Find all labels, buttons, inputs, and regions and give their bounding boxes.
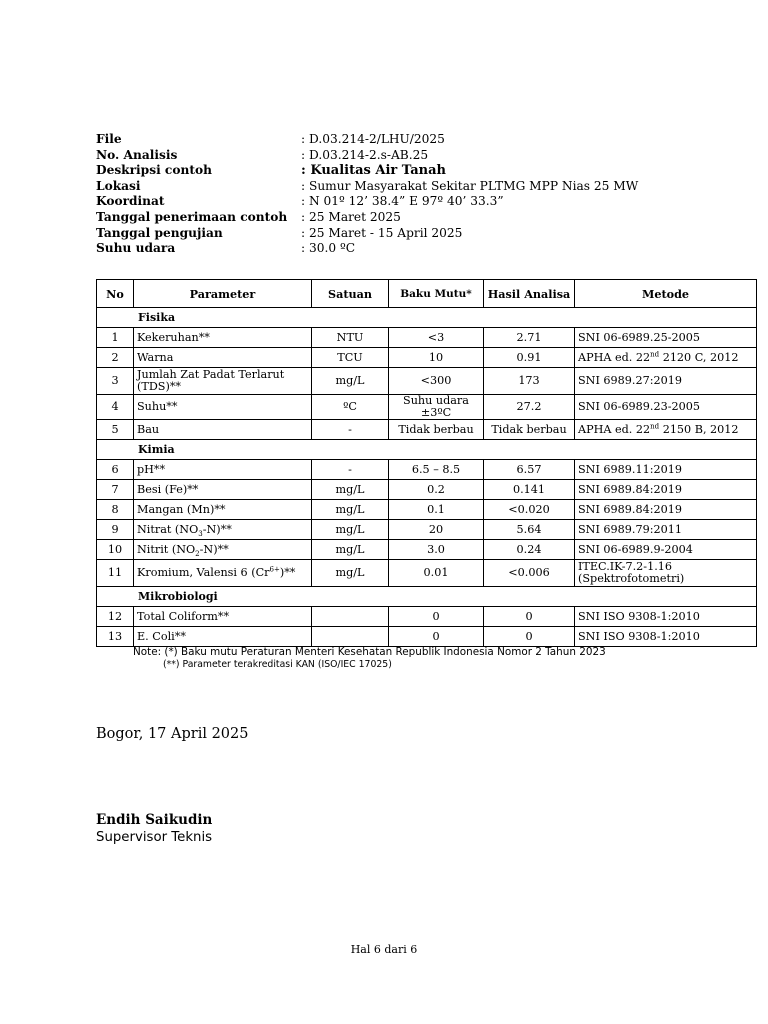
parameter-text: Nitrat (NO — [137, 522, 199, 536]
report-header — [96, 132, 638, 257]
header-row-file — [96, 132, 638, 148]
cell-no: 4 — [97, 395, 134, 420]
table-row — [97, 607, 757, 627]
table-header-row — [97, 280, 757, 308]
cell-metode: SNI 6989.84:2019 — [575, 500, 757, 520]
cell-parameter: Warna — [134, 348, 312, 368]
table-row — [97, 395, 757, 420]
col-header-satuan: Satuan — [312, 280, 389, 308]
note-line-2: (**) Parameter terakreditasi KAN (ISO/IEC 17025) — [163, 658, 392, 670]
cell-parameter — [134, 560, 312, 587]
header-label: Deskripsi contoh — [96, 163, 212, 178]
cell-no: 8 — [97, 500, 134, 520]
header-row-tanggal-pengujian — [96, 226, 638, 242]
cell-hasil: 0.24 — [484, 540, 575, 560]
cell-hasil: 173 — [484, 368, 575, 395]
col-header-hasil-analisa: Hasil Analisa — [484, 280, 575, 308]
signer-name: Endih Saikudin — [96, 812, 213, 828]
cell-parameter: Kekeruhan** — [134, 328, 312, 348]
cell-hasil: 5.64 — [484, 520, 575, 540]
note-line-1: Note: (*) Baku mutu Peraturan Menteri Kesehatan Republik Indonesia Nomor 2 Tahun 2023 — [133, 646, 606, 658]
table-row — [97, 480, 757, 500]
table-row — [97, 420, 757, 440]
header-label: No. Analisis — [96, 147, 178, 162]
section-row-fisika — [97, 308, 757, 328]
cell-parameter: Suhu** — [134, 395, 312, 420]
header-row-tanggal-penerimaan — [96, 210, 638, 226]
metode-text: APHA ed. 22 — [578, 422, 651, 436]
cell-satuan: mg/L — [312, 520, 389, 540]
cell-metode: SNI ISO 9308-1:2010 — [575, 627, 757, 647]
parameter-text-rest: -N)** — [202, 522, 232, 536]
cell-baku-mutu: 20 — [389, 520, 484, 540]
col-header-metode: Metode — [575, 280, 757, 308]
header-value: : 25 Maret - 15 April 2025 — [301, 225, 463, 240]
cell-no: 12 — [97, 607, 134, 627]
metode-sup: nd — [650, 349, 660, 358]
cell-satuan: mg/L — [312, 500, 389, 520]
header-value: : Kualitas Air Tanah — [301, 163, 446, 179]
cell-parameter: Jumlah Zat Padat Terlarut (TDS)** — [134, 368, 312, 395]
cell-hasil: 0.141 — [484, 480, 575, 500]
cell-parameter: Total Coliform** — [134, 607, 312, 627]
cell-baku-mutu: 0 — [389, 607, 484, 627]
cell-hasil: 0 — [484, 607, 575, 627]
cell-satuan: - — [312, 460, 389, 480]
cell-baku-mutu: 6.5 – 8.5 — [389, 460, 484, 480]
cell-no: 9 — [97, 520, 134, 540]
parameter-sub: 2 — [195, 549, 200, 558]
cell-baku-mutu: 3.0 — [389, 540, 484, 560]
section-row-kimia — [97, 440, 757, 460]
table-notes — [133, 646, 606, 671]
cell-hasil: 27.2 — [484, 395, 575, 420]
table-row — [97, 500, 757, 520]
header-label: Tanggal pengujian — [96, 225, 223, 240]
header-label: Tanggal penerimaan contoh — [96, 209, 288, 224]
cell-metode — [575, 420, 757, 440]
cell-baku-mutu: 0.01 — [389, 560, 484, 587]
cell-hasil: <0.006 — [484, 560, 575, 587]
cell-metode: SNI 06-6989.25-2005 — [575, 328, 757, 348]
cell-metode: ITEC.IK-7.2-1.16 (Spektrofotometri) — [575, 560, 757, 587]
cell-metode: SNI ISO 9308-1:2010 — [575, 607, 757, 627]
cell-metode: SNI 06-6989.23-2005 — [575, 395, 757, 420]
cell-no: 6 — [97, 460, 134, 480]
cell-satuan: TCU — [312, 348, 389, 368]
parameter-text: Kromium, Valensi 6 (Cr — [137, 566, 270, 579]
cell-satuan: - — [312, 420, 389, 440]
place-date: Bogor, 17 April 2025 — [96, 726, 249, 742]
cell-baku-mutu: <300 — [389, 368, 484, 395]
cell-no: 3 — [97, 368, 134, 395]
cell-baku-mutu: 0.1 — [389, 500, 484, 520]
table-row — [97, 368, 757, 395]
cell-parameter: pH** — [134, 460, 312, 480]
cell-hasil: Tidak berbau — [484, 420, 575, 440]
header-row-no-analisis — [96, 148, 638, 164]
cell-baku-mutu: 10 — [389, 348, 484, 368]
cell-no: 1 — [97, 328, 134, 348]
header-value: : N 01º 12’ 38.4” E 97º 40’ 33.3” — [301, 194, 504, 209]
cell-no: 7 — [97, 480, 134, 500]
cell-no: 10 — [97, 540, 134, 560]
cell-no: 5 — [97, 420, 134, 440]
cell-baku-mutu: Suhu udara ±3ºC — [389, 395, 484, 420]
parameter-text-rest: -N)** — [199, 542, 229, 556]
section-label: Kimia — [97, 440, 757, 460]
header-label: Lokasi — [96, 178, 141, 193]
header-value: : D.03.214-2.s-AB.25 — [301, 147, 429, 162]
cell-hasil: 0.91 — [484, 348, 575, 368]
header-value: : D.03.214-2/LHU/2025 — [301, 132, 445, 146]
table-row — [97, 460, 757, 480]
cell-parameter: Bau — [134, 420, 312, 440]
cell-hasil: <0.020 — [484, 500, 575, 520]
header-value: : 25 Maret 2025 — [301, 209, 401, 224]
cell-baku-mutu: 0 — [389, 627, 484, 647]
header-row-koordinat — [96, 194, 638, 210]
cell-satuan: ºC — [312, 395, 389, 420]
cell-metode: SNI 06-6989.9-2004 — [575, 540, 757, 560]
cell-satuan: mg/L — [312, 560, 389, 587]
cell-metode: SNI 6989.27:2019 — [575, 368, 757, 395]
cell-parameter: E. Coli** — [134, 627, 312, 647]
cell-no: 13 — [97, 627, 134, 647]
header-row-suhu-udara — [96, 241, 638, 257]
cell-baku-mutu: 0.2 — [389, 480, 484, 500]
cell-metode: SNI 6989.11:2019 — [575, 460, 757, 480]
page-number: Hal 6 dari 6 — [350, 943, 418, 956]
cell-metode — [575, 348, 757, 368]
header-row-lokasi — [96, 179, 638, 195]
cell-no: 11 — [97, 560, 134, 587]
cell-satuan: mg/L — [312, 540, 389, 560]
section-row-mikrobiologi — [97, 587, 757, 607]
cell-metode: SNI 6989.84:2019 — [575, 480, 757, 500]
cell-satuan: mg/L — [312, 480, 389, 500]
table-row — [97, 560, 757, 587]
section-label: Fisika — [97, 308, 757, 328]
metode-text-rest: 2150 B, 2012 — [659, 422, 739, 436]
parameter-text: Nitrit (NO — [137, 542, 196, 556]
header-label: File — [96, 132, 122, 146]
cell-baku-mutu: Tidak berbau — [389, 420, 484, 440]
parameter-sup: 6+ — [269, 565, 280, 574]
table-row — [97, 328, 757, 348]
metode-sup: nd — [650, 421, 660, 430]
cell-hasil: 6.57 — [484, 460, 575, 480]
col-header-no: No — [97, 280, 134, 308]
table-row — [97, 348, 757, 368]
cell-satuan: NTU — [312, 328, 389, 348]
header-value: : 30.0 ºC — [301, 241, 356, 256]
col-header-baku-mutu: Baku Mutu* — [389, 280, 484, 308]
cell-parameter: Mangan (Mn)** — [134, 500, 312, 520]
section-label: Mikrobiologi — [97, 587, 757, 607]
metode-text-rest: 2120 C, 2012 — [659, 350, 739, 364]
cell-parameter — [134, 540, 312, 560]
cell-parameter: Besi (Fe)** — [134, 480, 312, 500]
parameter-text-rest: )** — [279, 566, 296, 579]
table-row — [97, 627, 757, 647]
cell-no: 2 — [97, 348, 134, 368]
cell-hasil: 2.71 — [484, 328, 575, 348]
header-value: : Sumur Masyarakat Sekitar PLTMG MPP Nias 25 MW — [301, 178, 639, 193]
signer-title: Supervisor Teknis — [96, 830, 213, 845]
results-table — [96, 279, 757, 647]
cell-parameter — [134, 520, 312, 540]
table-row — [97, 540, 757, 560]
cell-satuan: mg/L — [312, 368, 389, 395]
metode-text: APHA ed. 22 — [578, 350, 651, 364]
col-header-parameter: Parameter — [134, 280, 312, 308]
parameter-sub: 3 — [198, 529, 203, 538]
header-label: Koordinat — [96, 194, 165, 209]
cell-hasil: 0 — [484, 627, 575, 647]
cell-satuan — [312, 607, 389, 627]
table-row — [97, 520, 757, 540]
header-row-deskripsi — [96, 163, 638, 179]
cell-baku-mutu: <3 — [389, 328, 484, 348]
cell-satuan — [312, 627, 389, 647]
header-label: Suhu udara — [96, 241, 176, 256]
cell-metode: SNI 6989.79:2011 — [575, 520, 757, 540]
